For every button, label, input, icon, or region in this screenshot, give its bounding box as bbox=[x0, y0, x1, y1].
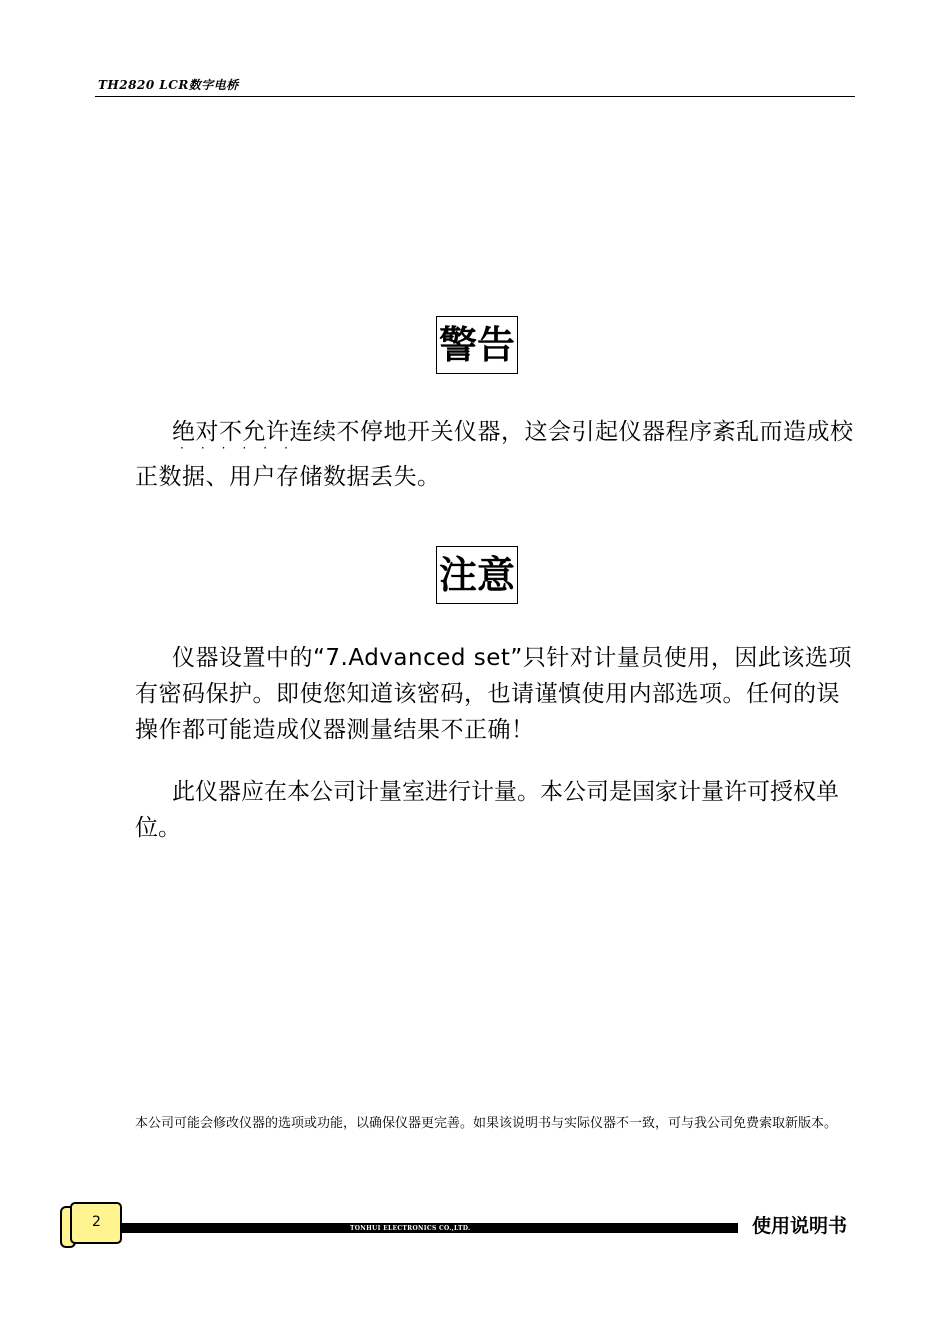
footer-company: TONHUI ELECTRONICS CO.,LTD. bbox=[350, 1225, 471, 1232]
warning-text: 绝对不允许连续不停地开关仪器，这会引起仪器程序紊乱而造成校正数据、用户存储数据丢失。 bbox=[135, 419, 854, 490]
footnote: 本公司可能会修改仪器的选项或功能，以确保仪器更完善。如果该说明书与实际仪器不一致，可与我公司免费索取新版本。 bbox=[135, 1116, 838, 1131]
header-divider bbox=[95, 96, 855, 97]
warning-title: 警告 bbox=[436, 316, 518, 374]
page-number: 2 bbox=[92, 1214, 101, 1230]
notice-paragraph-2: 此仪器应在本公司计量室进行计量。本公司是国家计量许可授权单位。 bbox=[135, 779, 839, 841]
emphasis-marks: ······ bbox=[180, 441, 305, 455]
header-title: TH2820 LCR数字电桥 bbox=[98, 78, 239, 92]
footer-manual-label: 使用说明书 bbox=[752, 1215, 848, 1237]
notice-title: 注意 bbox=[436, 546, 518, 604]
notice-paragraph-1: 仪器设置中的“7.Advanced set”只针对计量员使用，因此该选项有密码保护。即使您知道该密码，也请谨慎使用内部选项。任何的误操作都可能造成仪器测量结果不正确！ bbox=[135, 645, 852, 743]
